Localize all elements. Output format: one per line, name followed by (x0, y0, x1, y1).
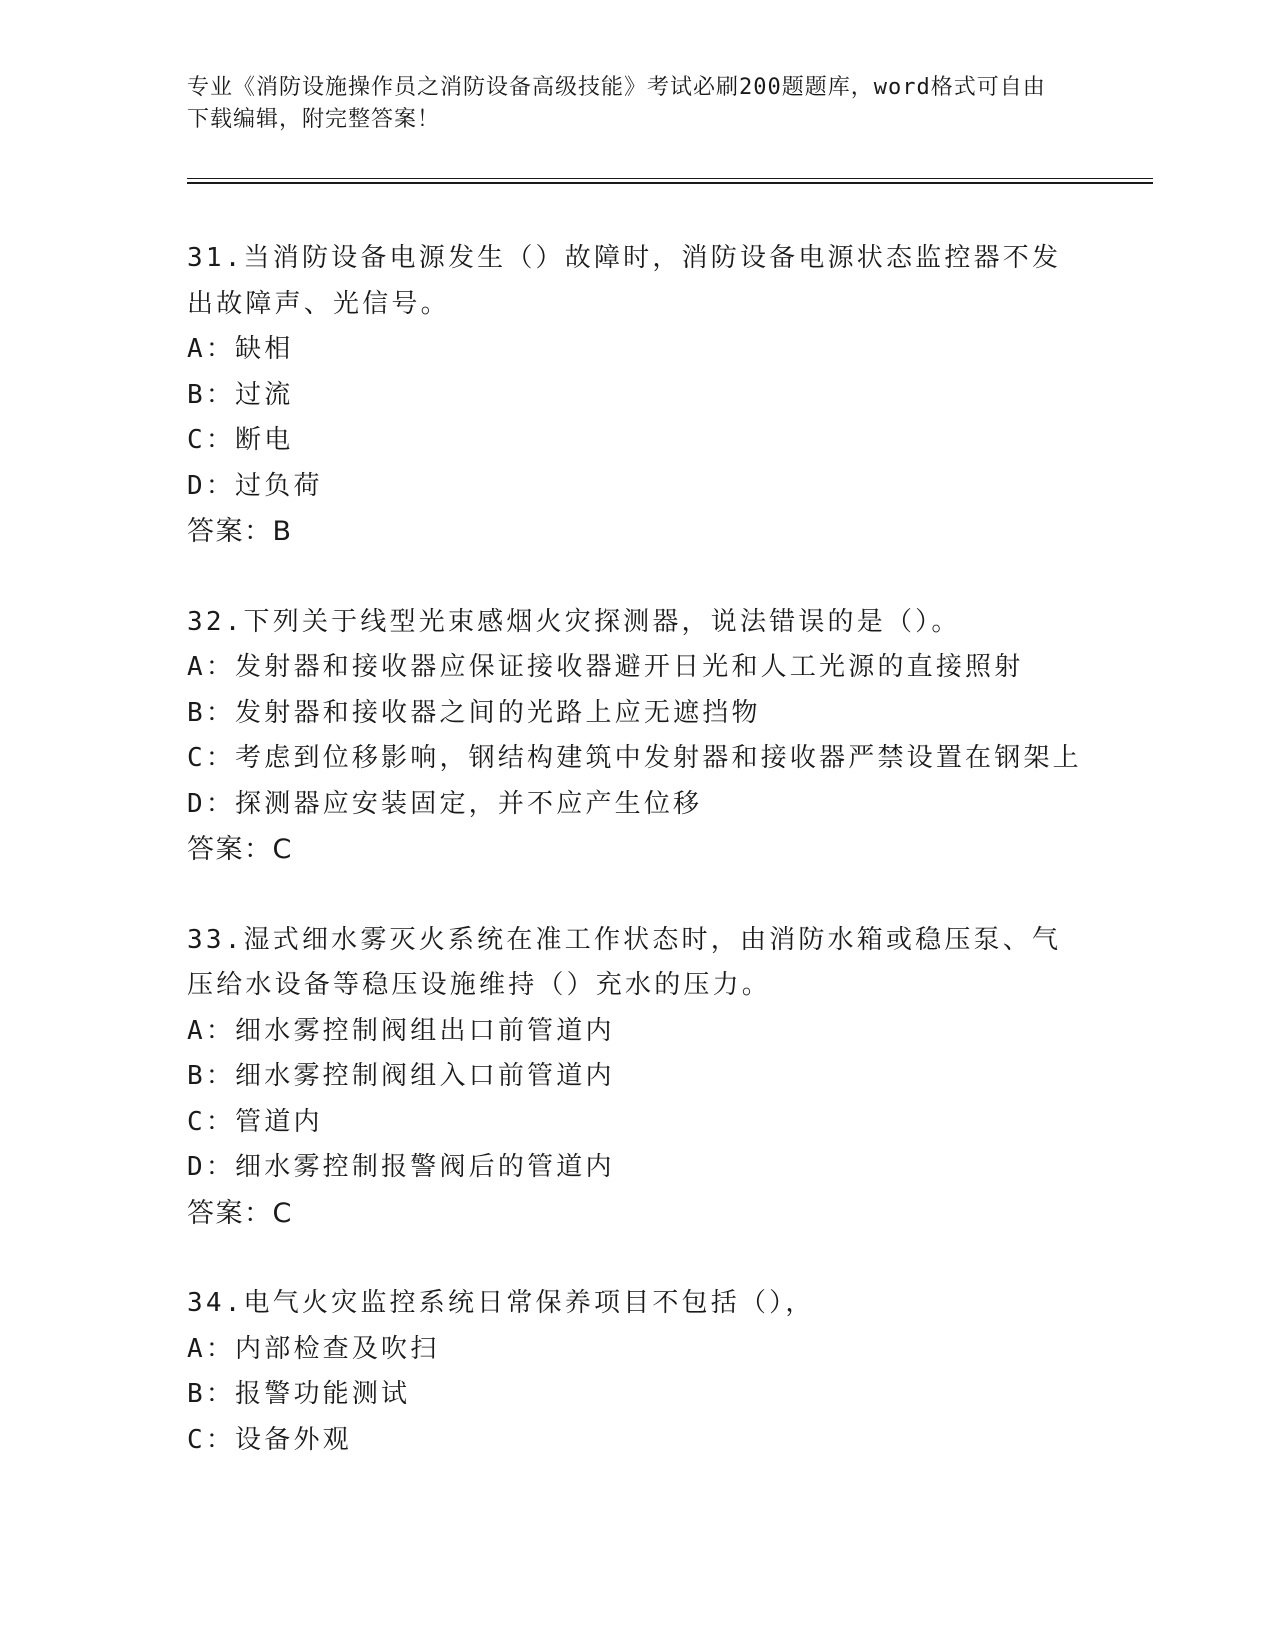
question-stem: 34.电气火灾监控系统日常保养项目不包括（）， (187, 1288, 815, 1318)
option-d: D：探测器应安装固定，并不应产生位移 (187, 788, 703, 819)
document-header: 专业《消防设施操作员之消防设备高级技能》考试必刷200题题库，word格式可自由下载编辑，附完整答案！ (187, 75, 1046, 132)
header-rule-bottom (187, 182, 1153, 184)
option-b: B：细水雾控制阀组入口前管道内 (187, 1061, 615, 1091)
option-d: D：细水雾控制报警阀后的管道内 (187, 1152, 615, 1182)
option-c: C：断电 (187, 425, 294, 455)
answer: 答案：B (187, 516, 293, 547)
option-b: B：发射器和接收器之间的光路上应无遮挡物 (187, 697, 761, 728)
option-c: C：设备外观 (187, 1424, 352, 1455)
option-b: B：报警功能测试 (187, 1379, 411, 1409)
question-stem: 31.当消防设备电源发生（）故障时，消防设备电源状态监控器不发出故障声、光信号。 (187, 243, 1062, 319)
option-a: A：发射器和接收器应保证接收器避开日光和人工光源的直接照射 (187, 652, 1024, 682)
question-32 (187, 600, 1087, 873)
option-c: C：管道内 (187, 1106, 323, 1137)
question-stem: 32.下列关于线型光束感烟火灾探测器，说法错误的是（）。 (187, 606, 961, 637)
question-stem: 33.湿式细水雾灭火系统在准工作状态时，由消防水箱或稳压泵、气压给水设备等稳压设施维持（）充水的压力。 (187, 924, 1062, 1000)
option-c: C：考虑到位移影响，钢结构建筑中发射器和接收器严禁设置在钢架上 (187, 743, 1082, 773)
option-b: B：过流 (187, 379, 294, 410)
answer: 答案：C (187, 1197, 293, 1229)
question-34 (187, 1281, 1087, 1463)
option-d: D：过负荷 (187, 470, 323, 501)
option-a: A：细水雾控制阀组出口前管道内 (187, 1015, 615, 1046)
header-rule-top (187, 178, 1153, 179)
question-list (187, 236, 1087, 1508)
question-33 (187, 918, 1087, 1237)
option-a: A：内部检查及吹扫 (187, 1333, 440, 1364)
question-31 (187, 236, 1087, 555)
answer: 答案：C (187, 834, 293, 865)
option-a: A：缺相 (187, 334, 294, 364)
